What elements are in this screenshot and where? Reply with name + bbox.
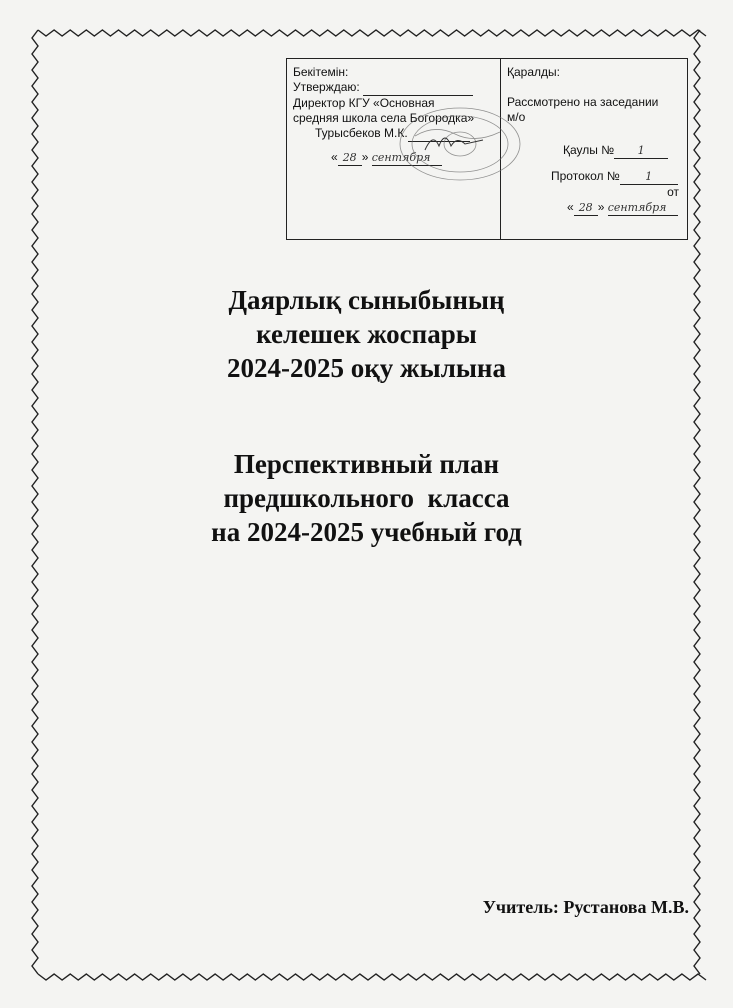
kaulu-number: 1 xyxy=(614,143,668,159)
date-close-quote: » xyxy=(597,200,605,214)
title-kz-line2: келешек жоспары xyxy=(256,319,477,349)
approve-kz-label: Бекітемін: xyxy=(293,65,349,79)
director-title-line2: средняя школа села Богородка» xyxy=(293,111,475,125)
date-month: сентября xyxy=(372,150,442,166)
director-name: Турысбеков М.К. xyxy=(315,126,408,140)
protocol-number: 1 xyxy=(620,169,678,185)
signature-scribble xyxy=(425,138,483,150)
title-russian xyxy=(0,447,733,549)
date-open-quote: « xyxy=(331,150,338,164)
border-top xyxy=(38,30,706,36)
border-bottom xyxy=(38,974,706,980)
reviewed-ru-label: Рассмотрено на заседании xyxy=(507,95,659,109)
kaulu-line xyxy=(507,143,683,159)
date-month: сентября xyxy=(608,200,678,216)
signature-line xyxy=(363,80,473,96)
protocol-label: Протокол № xyxy=(551,169,620,183)
protocol-line xyxy=(507,169,683,185)
mo-label: м/о xyxy=(507,110,526,124)
date-open-quote: « xyxy=(567,200,574,214)
approve-ru-label xyxy=(293,80,496,96)
date-close-quote: » xyxy=(361,150,369,164)
official-seal-stamp xyxy=(395,104,525,184)
kaulu-label: Қаулы № xyxy=(563,143,615,157)
ot-label: от xyxy=(667,185,679,199)
title-ru-line1: Перспективный план xyxy=(233,449,500,479)
approval-right-cell xyxy=(501,59,687,239)
approve-ru-text: Утверждаю: xyxy=(293,80,360,94)
teacher-signature-line: Учитель: Рустанова М.В. xyxy=(482,897,689,917)
title-ru-line3: на 2024-2025 учебный год xyxy=(211,517,522,547)
title-kazakh xyxy=(0,283,733,385)
date-day: 28 xyxy=(574,200,598,216)
title-kz-line1: Даярлық сыныбының xyxy=(228,285,505,315)
date-day: 28 xyxy=(338,150,362,166)
title-kz-line3: 2024-2025 оқу жылына xyxy=(227,353,506,383)
reviewed-kz-label: Қаралды: xyxy=(507,65,560,79)
director-title-line1: Директор КГУ «Основная xyxy=(293,96,435,110)
approval-right-date xyxy=(507,200,683,216)
title-ru-line2: предшкольного класса xyxy=(223,483,510,513)
